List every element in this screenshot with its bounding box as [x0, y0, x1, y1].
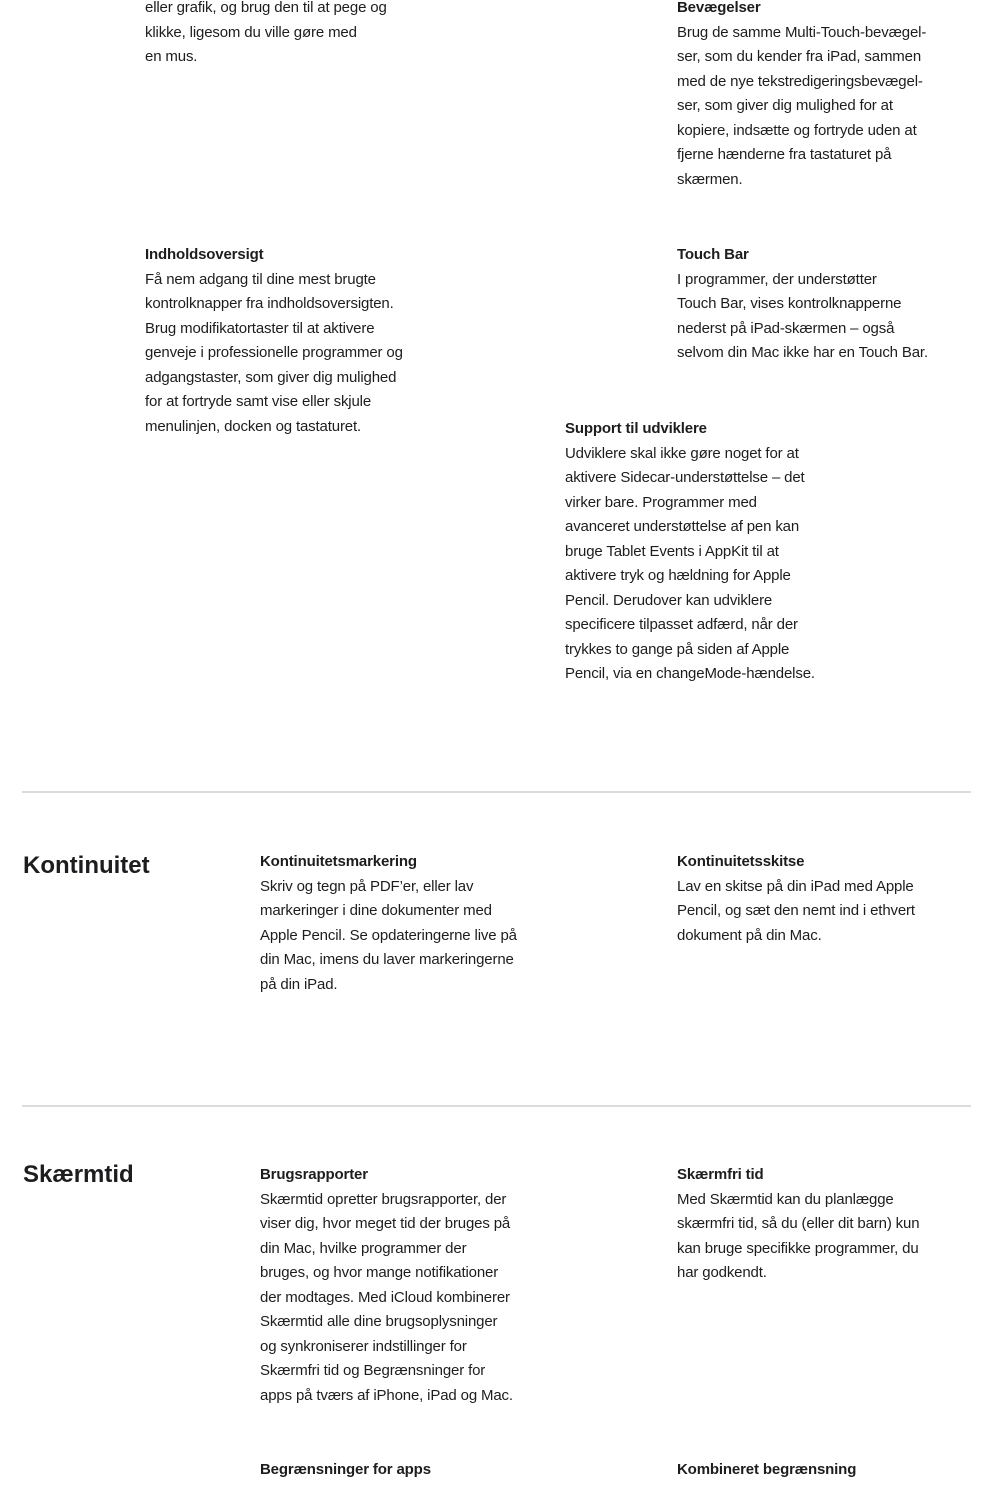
- text-line: Brug de samme Multi-Touch-bevægel-: [677, 23, 927, 41]
- feature-title: Begrænsninger for apps: [260, 1461, 431, 1478]
- section-heading-skaermtid: Skærmtid: [23, 1161, 134, 1188]
- section-divider: [22, 791, 971, 793]
- text-line: med de nye tekstredigeringsbevægel-: [677, 72, 923, 90]
- text-line: apps på tværs af iPhone, iPad og Mac.: [260, 1386, 513, 1404]
- feature-block-brugsrapporter: [260, 1163, 513, 1408]
- text-line: Skærmtid opretter brugsrapporter, der: [260, 1190, 507, 1208]
- text-line: I programmer, der understøtter: [677, 270, 877, 288]
- text-line: Pencil, og sæt den nemt ind i ethvert: [677, 902, 915, 919]
- section-divider: [22, 1105, 971, 1107]
- text-line: adgangstaster, som giver dig mulighed: [145, 368, 397, 386]
- text-line: og synkroniserer indstillinger for: [260, 1337, 467, 1355]
- feature-title: Kontinuitetsskitse: [677, 853, 805, 870]
- text-line: kontrolknapper fra indholdsoversigten.: [145, 295, 394, 312]
- text-line: din Mac, imens du laver markeringerne: [260, 951, 514, 968]
- text-line: på din iPad.: [260, 975, 338, 993]
- text-line: en mus.: [145, 48, 198, 65]
- text-line: for at fortryde samt vise eller skjule: [145, 393, 372, 410]
- feature-title: Kombineret begrænsning: [677, 1461, 857, 1478]
- feature-block-kombineret-begraensning: [677, 1458, 856, 1483]
- feature-block-begraensninger-apps: [260, 1458, 431, 1483]
- text-line: fjerne hænderne fra tastaturet på: [677, 146, 892, 163]
- text-line: Apple Pencil. Se opdateringerne live på: [260, 926, 517, 944]
- feature-title: Kontinuitetsmarkering: [260, 853, 417, 870]
- text-line: ser, som du kender fra iPad, sammen: [677, 48, 922, 65]
- feature-title: Touch Bar: [677, 246, 749, 263]
- text-line: Skriv og tegn på PDF’er, eller lav: [260, 877, 474, 895]
- feature-block-bevaegelser: [677, 0, 926, 192]
- text-line: Udviklere skal ikke gøre noget for at: [565, 444, 799, 462]
- text-line: virker bare. Programmer med: [565, 493, 757, 511]
- feature-body: [260, 875, 517, 998]
- text-line: der modtages. Med iCloud kombinerer: [260, 1288, 510, 1306]
- text-line: har godkendt.: [677, 1264, 767, 1281]
- text-line: kopiere, indsætte og fortryde uden at: [677, 121, 917, 139]
- text-line: bruges, og hvor mange notifikationer: [260, 1264, 499, 1281]
- text-line: genveje i professionelle programmer og: [145, 344, 403, 361]
- feature-block-skaermfri-tid: [677, 1163, 919, 1286]
- text-line: nederst på iPad-skærmen – også: [677, 319, 895, 337]
- text-line: trykkes to gange på siden af Apple: [565, 640, 790, 658]
- text-line: aktivere tryk og hældning for Apple: [565, 567, 791, 584]
- feature-title: Indholdsoversigt: [145, 246, 264, 263]
- section-heading-kontinuitet: Kontinuitet: [23, 852, 150, 879]
- feature-title: Brugsrapporter: [260, 1166, 368, 1183]
- text-line: Skærmtid alle dine brugsoplysninger: [260, 1313, 498, 1330]
- text-line: klikke, ligesom du ville gøre med: [145, 23, 357, 41]
- feature-block-kontinuitetsskitse: [677, 850, 915, 948]
- text-line: dokument på din Mac.: [677, 926, 822, 944]
- feature-body: [677, 1188, 919, 1286]
- text-line: Lav en skitse på din iPad med Apple: [677, 877, 914, 895]
- text-line: din Mac, hvilke programmer der: [260, 1239, 467, 1257]
- feature-block-support-udviklere: [565, 417, 815, 687]
- text-line: Pencil, via en changeMode-hændelse.: [565, 665, 815, 682]
- text-line: skærmfri tid, så du (eller dit barn) kun: [677, 1215, 920, 1232]
- feature-block-continuation: [145, 0, 387, 70]
- feature-block-kontinuitetsmarkering: [260, 850, 517, 997]
- text-line: menulinjen, docken og tastaturet.: [145, 417, 362, 435]
- feature-block-indholdsoversigt: [145, 243, 403, 439]
- feature-title: Skærmfri tid: [677, 1166, 764, 1183]
- text-line: selvom din Mac ikke har en Touch Bar.: [677, 344, 928, 361]
- feature-body: [677, 21, 926, 193]
- text-line: aktivere Sidecar-understøttelse – det: [565, 469, 805, 486]
- text-line: bruge Tablet Events i AppKit til at: [565, 542, 779, 560]
- text-line: kan bruge specifikke programmer, du: [677, 1239, 919, 1257]
- text-line: eller grafik, og brug den til at pege og: [145, 0, 387, 16]
- text-line: specificere tilpasset adfærd, når der: [565, 616, 798, 633]
- text-line: viser dig, hvor meget tid der bruges på: [260, 1215, 511, 1232]
- feature-body: [565, 442, 815, 687]
- feature-body: [145, 0, 387, 70]
- text-line: Skærmfri tid og Begrænsninger for: [260, 1362, 486, 1379]
- feature-block-touch-bar: [677, 243, 928, 366]
- feature-body: [677, 875, 915, 949]
- text-line: Touch Bar, vises kontrolknapperne: [677, 295, 902, 312]
- text-line: Brug modifikatortaster til at aktivere: [145, 319, 375, 337]
- feature-title: Bevægelser: [677, 0, 761, 16]
- feature-body: [260, 1188, 513, 1409]
- text-line: Med Skærmtid kan du planlægge: [677, 1190, 894, 1208]
- text-line: avanceret understøttelse af pen kan: [565, 518, 800, 535]
- text-line: ser, som giver dig mulighed for at: [677, 97, 893, 114]
- feature-body: [145, 268, 403, 440]
- text-line: Pencil. Derudover kan udviklere: [565, 591, 773, 609]
- feature-body: [677, 268, 928, 366]
- feature-title: Support til udviklere: [565, 420, 707, 437]
- text-line: markeringer i dine dokumenter med: [260, 902, 492, 919]
- text-line: Få nem adgang til dine mest brugte: [145, 270, 376, 288]
- text-line: skærmen.: [677, 170, 743, 188]
